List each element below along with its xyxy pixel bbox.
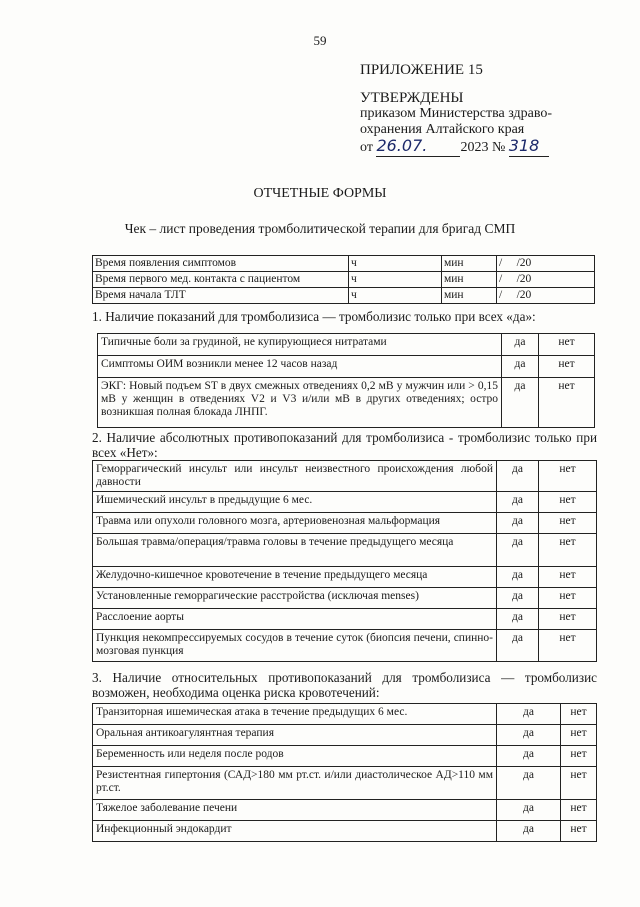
yes-cell: да bbox=[497, 534, 539, 567]
table-row bbox=[93, 272, 595, 288]
no-cell: нет bbox=[539, 356, 595, 378]
table-row bbox=[93, 513, 597, 534]
row-text: Ишемический инсульт в предыдущие 6 мес. bbox=[93, 492, 497, 513]
table-row bbox=[93, 588, 597, 609]
table-row bbox=[93, 461, 597, 492]
section-3-title: 3. Наличие относительных противопоказаний для тромболизиса — тромболизис возможен, необходима оценка риска кровотечений: bbox=[92, 670, 597, 700]
no-cell: нет bbox=[539, 630, 597, 662]
no-cell: нет bbox=[539, 513, 597, 534]
row-text: Оральная антикоагулянтная терапия bbox=[93, 725, 497, 746]
no-cell: нет bbox=[561, 821, 597, 842]
table-row bbox=[93, 767, 597, 800]
row-text: Симптомы ОИМ возникли менее 12 часов назад bbox=[98, 356, 502, 378]
date-cell: / /20 bbox=[497, 288, 595, 304]
table-row bbox=[93, 821, 597, 842]
yes-cell: да bbox=[497, 609, 539, 630]
table-row bbox=[93, 609, 597, 630]
no-cell: нет bbox=[539, 492, 597, 513]
yes-cell: да bbox=[497, 461, 539, 492]
minutes-cell: мин bbox=[442, 272, 497, 288]
yes-cell: да bbox=[497, 513, 539, 534]
minutes-cell: мин bbox=[442, 288, 497, 304]
no-cell: нет bbox=[561, 704, 597, 725]
yes-cell: да bbox=[497, 725, 561, 746]
table-row bbox=[93, 725, 597, 746]
no-cell: нет bbox=[539, 588, 597, 609]
hours-cell: ч bbox=[349, 288, 442, 304]
table-row bbox=[98, 378, 595, 428]
date-cell: / /20 bbox=[497, 256, 595, 272]
row-text: Типичные боли за грудиной, не купирующиеся нитратами bbox=[98, 334, 502, 356]
checklist-title: Чек – лист проведения тромболитической терапии для бригад СМП bbox=[124, 221, 516, 236]
row-text: ЭКГ: Новый подъем ST в двух смежных отведениях 0,2 мВ у мужчин или > 0,15 мВ у женщин в отведениях V2 и V3 и/или мВ в других отведениях; остро возникшая полная блокада ЛНПГ. bbox=[98, 378, 502, 428]
row-text: Беременность или неделя после родов bbox=[93, 746, 497, 767]
date-cell: / /20 bbox=[497, 272, 595, 288]
yes-cell: да bbox=[497, 746, 561, 767]
yes-cell: да bbox=[502, 378, 539, 428]
appendix-label: ПРИЛОЖЕНИЕ 15 bbox=[360, 62, 483, 78]
row-text: Геморрагический инсульт или инсульт неизвестного происхождения любой давности bbox=[93, 461, 497, 492]
page-number: 59 bbox=[313, 33, 327, 48]
approved-label: УТВЕРЖДЕНЫ bbox=[360, 90, 464, 106]
no-cell: нет bbox=[561, 800, 597, 821]
section-1-title: 1. Наличие показаний для тромболизиса — тромболизис только при всех «да»: bbox=[92, 309, 536, 324]
number-prefix: № bbox=[491, 140, 506, 155]
no-cell: нет bbox=[561, 767, 597, 800]
no-cell: нет bbox=[561, 725, 597, 746]
order-number-handwritten: 318 bbox=[508, 136, 540, 155]
table-row bbox=[93, 630, 597, 662]
hours-cell: ч bbox=[349, 272, 442, 288]
yes-cell: да bbox=[497, 492, 539, 513]
hours-cell: ч bbox=[349, 256, 442, 272]
no-cell: нет bbox=[561, 746, 597, 767]
no-cell: нет bbox=[539, 378, 595, 428]
no-cell: нет bbox=[539, 461, 597, 492]
yes-cell: да bbox=[497, 821, 561, 842]
minutes-cell: мин bbox=[442, 256, 497, 272]
row-text: Пункция некомпрессируемых сосудов в течение суток (биопсия печени, спинно-мозговая пункция bbox=[93, 630, 497, 662]
yes-cell: да bbox=[497, 567, 539, 588]
time-table bbox=[92, 255, 595, 304]
date-year: 2023 bbox=[460, 140, 489, 155]
yes-cell: да bbox=[497, 800, 561, 821]
yes-cell: да bbox=[497, 767, 561, 800]
no-cell: нет bbox=[539, 334, 595, 356]
no-cell: нет bbox=[539, 534, 597, 567]
forms-title: ОТЧЕТНЫЕ ФОРМЫ bbox=[253, 186, 387, 201]
no-cell: нет bbox=[539, 609, 597, 630]
yes-cell: да bbox=[497, 704, 561, 725]
table-row bbox=[93, 256, 595, 272]
row-text: Большая травма/операция/травма головы в течение предыдущего месяца bbox=[93, 534, 497, 567]
approval-block bbox=[360, 62, 552, 157]
yes-cell: да bbox=[502, 334, 539, 356]
absolute-contraindications-table bbox=[92, 460, 597, 662]
row-text: Резистентная гипертония (САД>180 мм рт.ст. и/или диастолическое АД>110 мм рт.ст. bbox=[93, 767, 497, 800]
yes-cell: да bbox=[497, 630, 539, 662]
order-date-line bbox=[360, 138, 552, 157]
order-line-1: приказом Министерства здраво- bbox=[360, 106, 553, 121]
time-label: Время первого мед. контакта с пациентом bbox=[93, 272, 349, 288]
yes-cell: да bbox=[497, 588, 539, 609]
row-text: Инфекционный эндокардит bbox=[93, 821, 497, 842]
time-label: Время появления симптомов bbox=[93, 256, 349, 272]
table-row bbox=[98, 356, 595, 378]
table-row bbox=[93, 746, 597, 767]
row-text: Травма или опухоли головного мозга, артериовенозная мальформация bbox=[93, 513, 497, 534]
table-row bbox=[98, 334, 595, 356]
row-text: Желудочно-кишечное кровотечение в течение предыдущего месяца bbox=[93, 567, 497, 588]
table-row bbox=[93, 492, 597, 513]
section-2-title: 2. Наличие абсолютных противопоказаний для тромболизиса - тромболизис только при всех «Нет»: bbox=[92, 430, 597, 460]
no-cell: нет bbox=[539, 567, 597, 588]
table-row bbox=[93, 288, 595, 304]
row-text: Тяжелое заболевание печени bbox=[93, 800, 497, 821]
row-text: Транзиторная ишемическая атака в течение предыдущих 6 мес. bbox=[93, 704, 497, 725]
row-text: Расслоение аорты bbox=[93, 609, 497, 630]
relative-contraindications-table bbox=[92, 703, 597, 842]
time-label: Время начала ТЛТ bbox=[93, 288, 349, 304]
date-prefix: от bbox=[360, 140, 373, 155]
table-row bbox=[93, 567, 597, 588]
table-row bbox=[93, 704, 597, 725]
yes-cell: да bbox=[502, 356, 539, 378]
table-row bbox=[93, 534, 597, 567]
date-day-handwritten: 26.07. bbox=[376, 136, 428, 155]
order-line-2: охранения Алтайского края bbox=[360, 122, 525, 137]
row-text: Установленные геморрагические расстройства (исключая menses) bbox=[93, 588, 497, 609]
indications-table bbox=[97, 333, 595, 428]
table-row bbox=[93, 800, 597, 821]
